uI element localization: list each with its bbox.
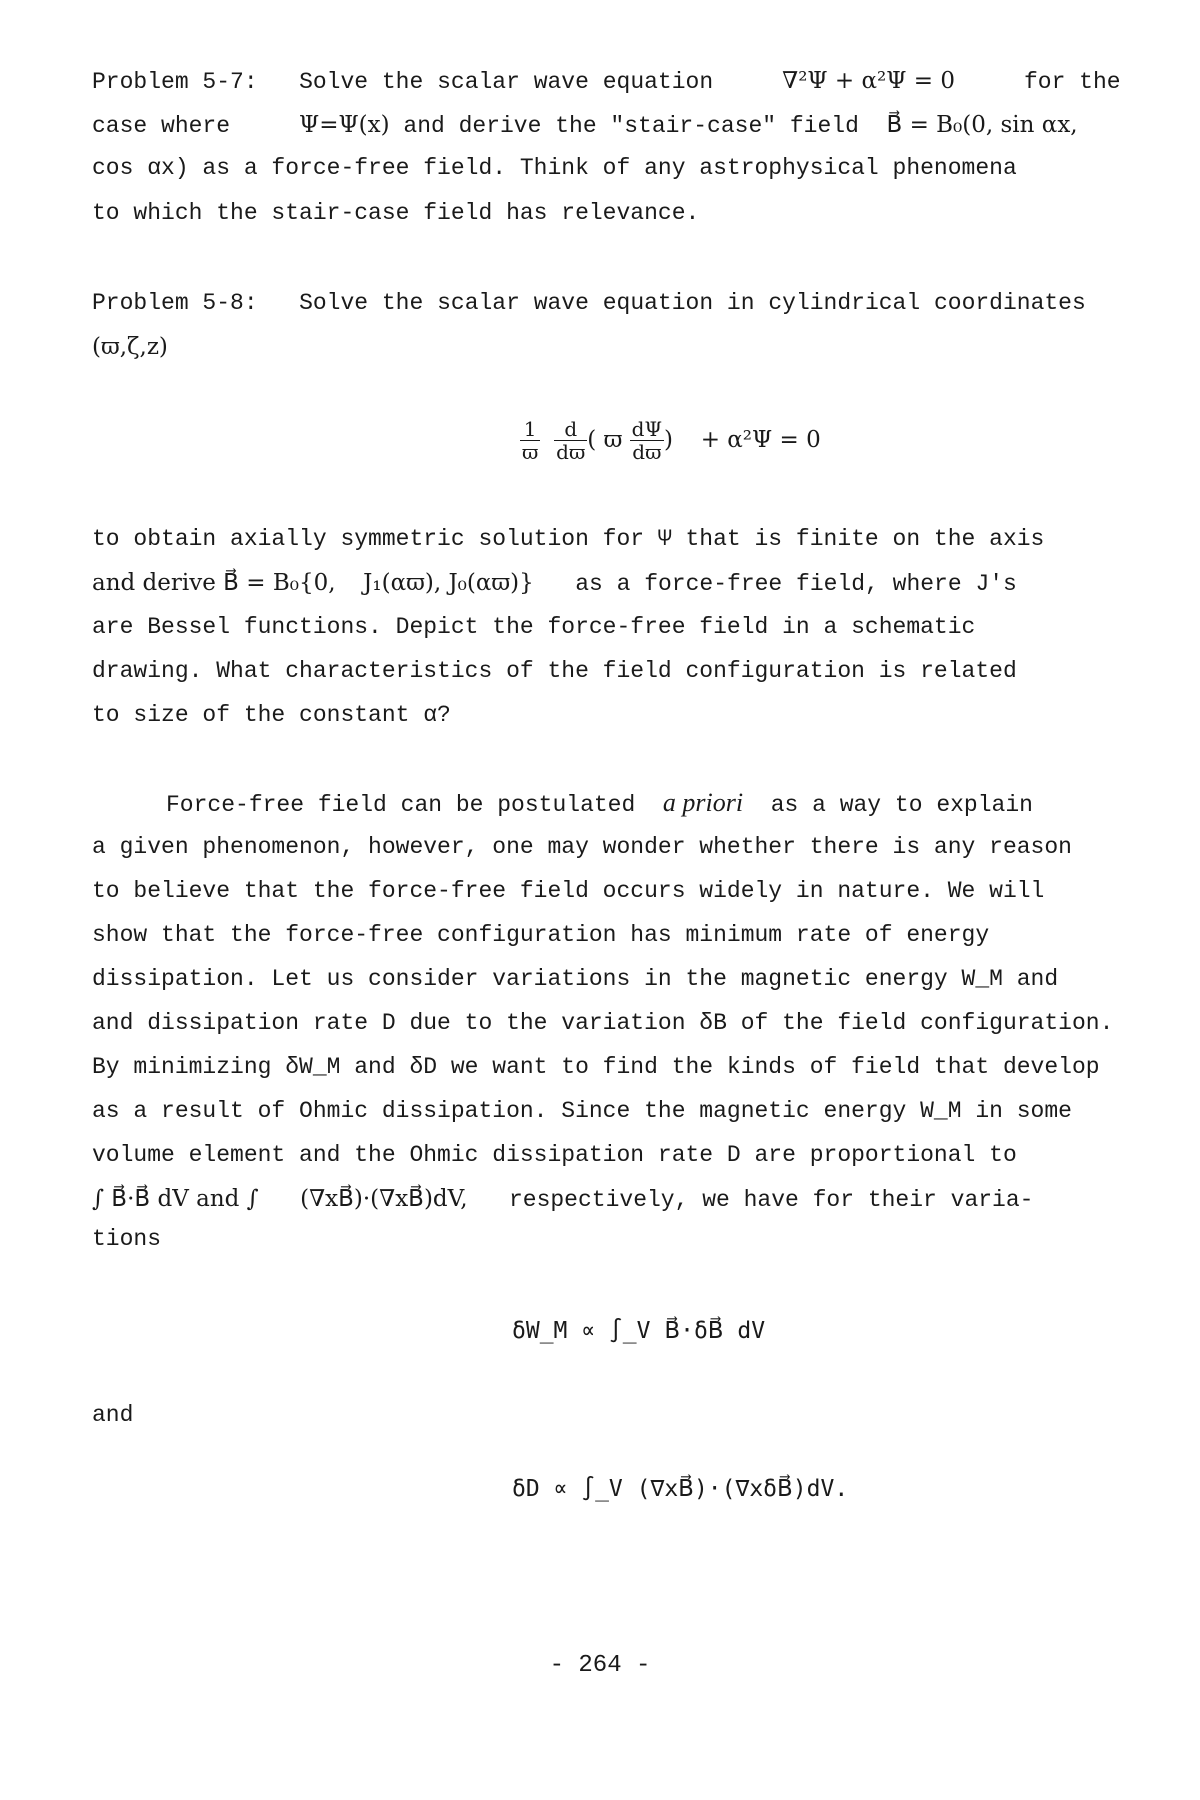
- body-line-9: volume element and the Ohmic dissipation rate D are proportional to: [92, 1142, 1017, 1168]
- problem-5-8-line-7: to size of the constant α?: [92, 702, 451, 728]
- bessel-equation: $\frac{1}{ϖ}$ $\frac{d}{dϖ}$ ( ϖ $\frac{d\Psi}{dϖ}$ ) + α²Ψ = 0: [522, 417, 821, 464]
- problem-5-8-line-1: Problem 5-8: Solve the scalar wave equation in cylindrical coordinates: [92, 290, 1086, 316]
- problem-5-8-line-4: and derive B⃗ = B₀{0, J₁(αϖ), J₀(αϖ)} as a force-free field, where J's: [92, 570, 1017, 597]
- problem-5-7-line-3: cos αx) as a force-free field. Think of any astrophysical phenomena: [92, 155, 1017, 181]
- body-line-5: dissipation. Let us consider variations in the magnetic energy W_M and: [92, 966, 1059, 992]
- dissipation-variation-equation: δD ∝ ∫_V (∇xB⃗)·(∇xδB⃗)dV.: [512, 1476, 849, 1502]
- body-line-3: to believe that the force-free field occurs widely in nature. We will: [92, 878, 1045, 904]
- body-line-2: a given phenomenon, however, one may wonder whether there is any reason: [92, 834, 1072, 860]
- and-label: and: [92, 1402, 134, 1428]
- problem-5-8-line-5: are Bessel functions. Depict the force-free field in a schematic: [92, 614, 976, 640]
- body-line-10: ∫ B⃗·B⃗ dV and ∫ (∇xB⃗)·(∇xB⃗)dV, respectively, we have for their varia-: [92, 1186, 1034, 1213]
- cylindrical-coordinates: (ϖ,ζ,z): [92, 334, 168, 360]
- problem-5-7-label: Problem 5-7:: [92, 69, 258, 95]
- wave-equation: ∇²Ψ + α²Ψ = 0: [782, 68, 955, 94]
- energy-variation-equation: δW_M ∝ ∫_V B⃗·δB⃗ dV: [512, 1318, 766, 1344]
- problem-5-8-line-6: drawing. What characteristics of the field configuration is related: [92, 658, 1017, 684]
- problem-5-8-label: Problem 5-8:: [92, 290, 258, 316]
- body-line-6: and dissipation rate D due to the variation δB of the field configuration.: [92, 1010, 1114, 1036]
- bessel-field: J₁(αϖ), J₀(αϖ)}: [363, 570, 534, 596]
- problem-5-8-line-3: to obtain axially symmetric solution for Ψ that is finite on the axis: [92, 526, 1045, 552]
- body-line-8: as a result of Ohmic dissipation. Since the magnetic energy W_M in some: [92, 1098, 1072, 1124]
- problem-5-7-line-2: case where Ψ=Ψ(x) and derive the "stair-case" field B⃗ = B₀(0, sin αx,: [92, 112, 1078, 139]
- problem-5-7-line-1: Problem 5-7: Solve the scalar wave equation ∇²Ψ + α²Ψ = 0 for the: [92, 68, 1121, 95]
- body-line-7: By minimizing δW_M and δD we want to find the kinds of field that develop: [92, 1054, 1100, 1080]
- body-line-11: tions: [92, 1226, 162, 1252]
- problem-5-7-line-4: to which the stair-case field has relevance.: [92, 200, 700, 226]
- stair-case-field: B⃗ = B₀(0, sin αx,: [886, 112, 1078, 138]
- page-number: - 264 -: [549, 1652, 651, 1679]
- body-line-1: Force-free field can be postulated a priori as a way to explain: [166, 788, 1033, 818]
- body-line-4: show that the force-free configuration has minimum rate of energy: [92, 922, 990, 948]
- a-priori-italic: a priori: [662, 788, 744, 817]
